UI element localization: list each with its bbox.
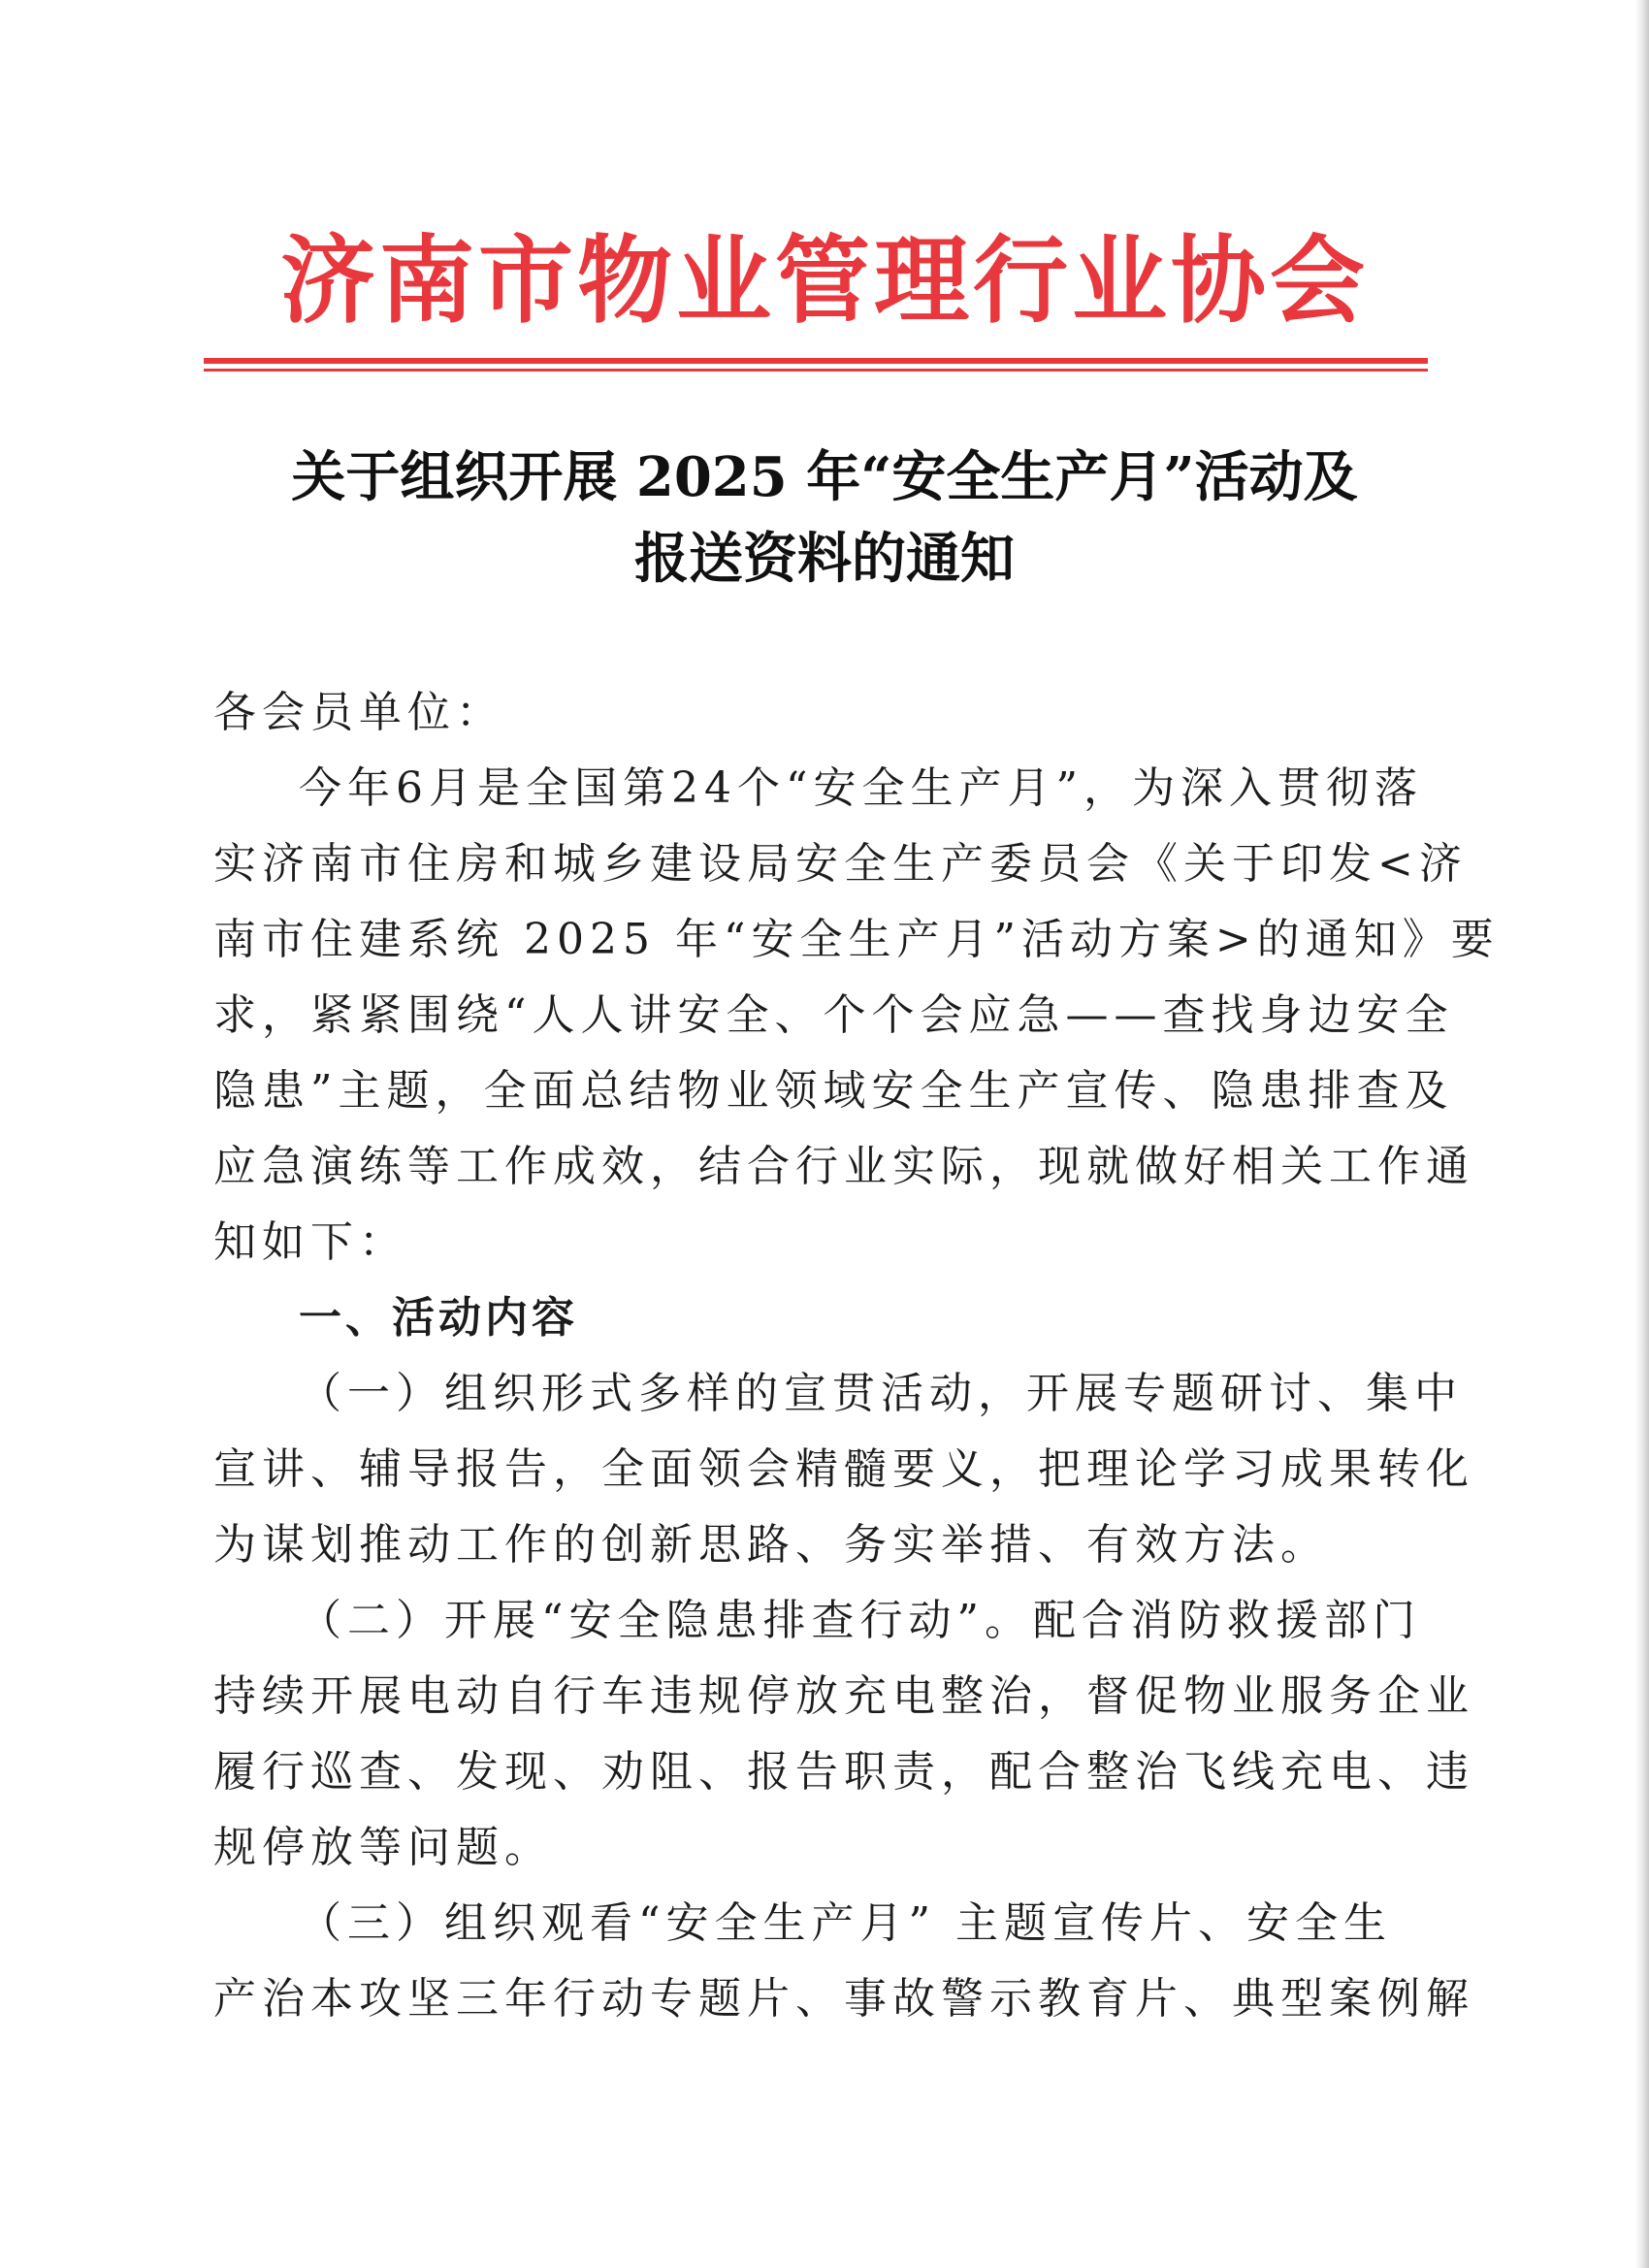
letterhead-red-rule-thin <box>204 369 1428 372</box>
document-title-line-2: 报送资料的通知 <box>634 527 1015 591</box>
document-title-line-1: 关于组织开展 2025 年“安全生产月”活动及 <box>291 445 1358 509</box>
item-2-line-4: 规停放等问题。 <box>213 1823 553 1872</box>
item-2-line-3: 履行巡查、发现、劝阻、报告职责，配合整治飞线充电、违 <box>213 1747 1474 1797</box>
intro-line-4: 求，紧紧围绕“人人讲安全、个个会应急——查找身边安全 <box>213 990 1454 1040</box>
intro-line-7: 知如下： <box>213 1217 407 1267</box>
salutation: 各会员单位： <box>213 688 504 737</box>
intro-line-3: 南市住建系统 2025 年“安全生产月”活动方案>的通知》要 <box>213 915 1500 964</box>
item-1-line-1: （一）组织形式多样的宣贯活动，开展专题研讨、集中 <box>299 1369 1463 1418</box>
item-2-line-2: 持续开展电动自行车违规停放充电整治，督促物业服务企业 <box>213 1671 1474 1721</box>
intro-line-5: 隐患”主题，全面总结物业领域安全生产宣传、隐患排查及 <box>213 1066 1454 1116</box>
item-3-line-1: （三）组织观看“安全生产月” 主题宣传片、安全生 <box>299 1898 1392 1948</box>
intro-line-6: 应急演练等工作成效，结合行业实际，现就做好相关工作通 <box>213 1142 1474 1191</box>
item-1-line-3: 为谋划推动工作的创新思路、务实举措、有效方法。 <box>213 1520 1329 1570</box>
item-2-line-1: （二）开展“安全隐患排查行动”。配合消防救援部门 <box>299 1596 1421 1645</box>
letterhead-org-name: 济南市物业管理行业协会 <box>279 225 1369 337</box>
section-1-heading: 一、活动内容 <box>299 1293 578 1343</box>
scan-edge-shadow <box>1635 0 1649 2268</box>
intro-line-2: 实济南市住房和城乡建设局安全生产委员会《关于印发<济 <box>213 839 1468 889</box>
letterhead-red-rule-thick <box>204 358 1428 364</box>
document-title <box>184 437 1465 599</box>
item-1-line-2: 宣讲、辅导报告，全面领会精髓要义，把理论学习成果转化 <box>213 1444 1474 1494</box>
item-3-line-2: 产治本攻坚三年行动专题片、事故警示教育片、典型案例解 <box>213 1974 1474 2024</box>
intro-line-1: 今年6月是全国第24个“安全生产月”，为深入贯彻落 <box>299 763 1423 813</box>
